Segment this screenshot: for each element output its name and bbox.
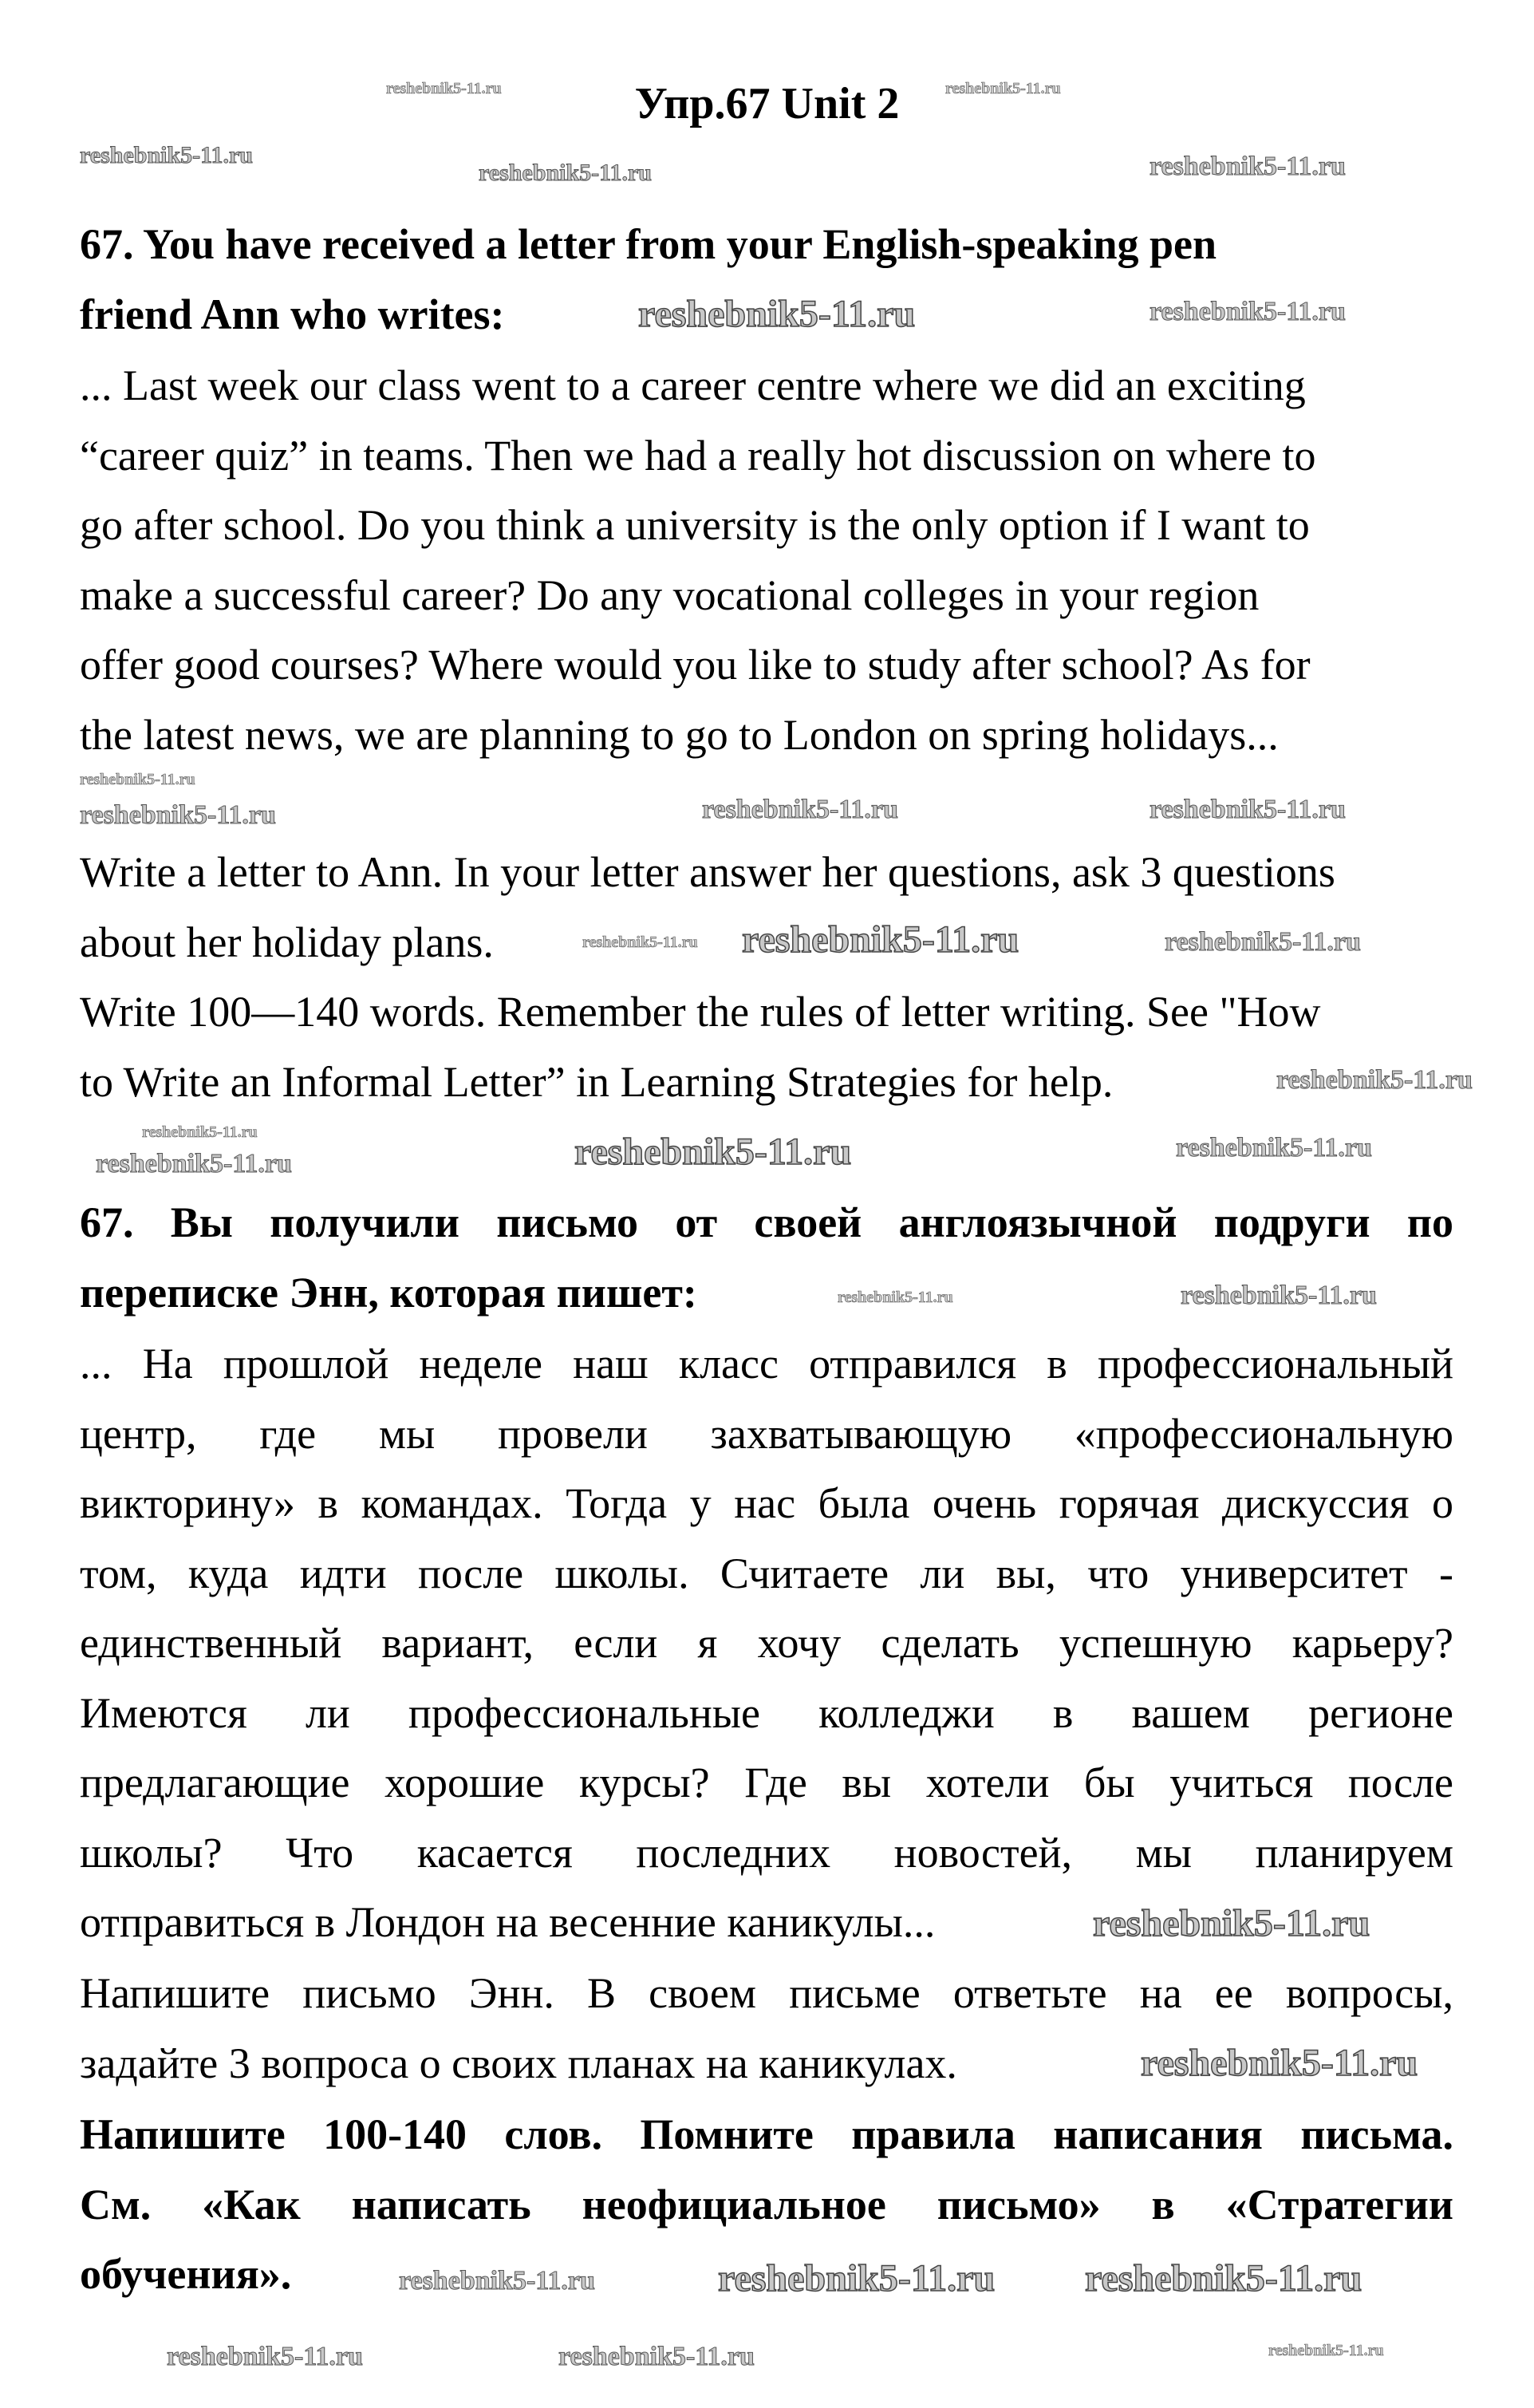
task-line: Напишите письмо Энн. В своем письме ответьте на ее вопросы, — [80, 1969, 1453, 2017]
english-task — [80, 838, 1453, 1117]
watermark: reshebnik5-11.ru — [1150, 795, 1346, 824]
watermark: reshebnik5-11.ru — [1165, 927, 1361, 957]
watermark: reshebnik5-11.ru — [718, 2257, 996, 2299]
english-letter — [80, 351, 1453, 770]
letter-line: offer good courses? Where would you like to study after school? As for — [80, 641, 1311, 689]
task-line: См. «Как написать неофициальное письмо» в «Стратегии — [80, 2180, 1453, 2228]
watermark: reshebnik5-11.ru — [1150, 152, 1346, 181]
task-line: Write 100—140 words. Remember the rules of letter writing. See "How — [80, 988, 1321, 1036]
watermark: reshebnik5-11.ru — [838, 1289, 953, 1306]
watermark: reshebnik5-11.ru — [1268, 2342, 1384, 2359]
heading-line: friend Ann who writes: — [80, 290, 505, 338]
letter-line: the latest news, we are planning to go to London on spring holidays... — [80, 710, 1279, 759]
watermark: reshebnik5-11.ru — [558, 2342, 755, 2371]
task-line: Write a letter to Ann. In your letter answer her questions, ask 3 questions — [80, 848, 1335, 896]
watermark: reshebnik5-11.ru — [1141, 2042, 1418, 2084]
watermark: reshebnik5-11.ru — [80, 800, 276, 830]
watermark: reshebnik5-11.ru — [638, 293, 916, 335]
letter-line: викторину» в командах. Тогда у нас была очень горячая дискуссия о — [80, 1479, 1453, 1527]
watermark: reshebnik5-11.ru — [167, 2342, 363, 2371]
task-line: Напишите 100-140 слов. Помните правила написания письма. — [80, 2110, 1453, 2158]
task-line: задайте 3 вопроса о своих планах на каникулах. — [80, 2039, 957, 2087]
heading-line: 67. Вы получили письмо от своей англоязычной подруги по — [80, 1198, 1453, 1246]
letter-line: go after school. Do you think a university is the only option if I want to — [80, 501, 1310, 549]
heading-line: переписке Энн, которая пишет: — [80, 1268, 697, 1317]
letter-line: Имеются ли профессиональные колледжи в вашем регионе — [80, 1688, 1453, 1737]
watermark: reshebnik5-11.ru — [1150, 297, 1346, 326]
letter-line: отправиться в Лондон на весенние каникулы... — [80, 1898, 936, 1946]
watermark: reshebnik5-11.ru — [702, 795, 898, 824]
task-line: about her holiday plans. — [80, 918, 494, 966]
watermark: reshebnik5-11.ru — [142, 1123, 258, 1141]
watermark: reshebnik5-11.ru — [80, 771, 195, 788]
watermark: reshebnik5-11.ru — [399, 2266, 595, 2295]
watermark: reshebnik5-11.ru — [479, 160, 652, 186]
page-title: Упр.67 Unit 2 — [634, 79, 900, 128]
watermark: reshebnik5-11.ru — [1093, 1902, 1370, 1944]
watermark: reshebnik5-11.ru — [96, 1149, 292, 1178]
letter-line: центр, где мы провели захватывающую «профессиональную — [80, 1409, 1453, 1458]
watermark: reshebnik5-11.ru — [945, 80, 1061, 97]
letter-line: ... На прошлой неделе наш класс отправился в профессиональный — [80, 1340, 1453, 1388]
letter-line: ... Last week our class went to a career centre where we did an exciting — [80, 361, 1306, 409]
task-line: to Write an Informal Letter” in Learning Strategies for help. — [80, 1057, 1114, 1106]
letter-line: единственный вариант, если я хочу сделать успешную карьеру? — [80, 1619, 1453, 1667]
watermark: reshebnik5-11.ru — [582, 934, 698, 951]
heading-line: 67. You have received a letter from your English-speaking pen — [80, 220, 1217, 268]
letter-line: школы? Что касается последних новостей, мы планируем — [80, 1828, 1453, 1877]
watermark: reshebnik5-11.ru — [742, 918, 1019, 961]
watermark: reshebnik5-11.ru — [574, 1131, 852, 1173]
letter-line: предлагающие хорошие курсы? Где вы хотели бы учиться после — [80, 1759, 1453, 1806]
watermark: reshebnik5-11.ru — [1085, 2257, 1362, 2299]
watermark: reshebnik5-11.ru — [80, 142, 253, 168]
letter-line: том, куда идти после школы. Считаете ли вы, что университет - — [80, 1549, 1453, 1597]
letter-line: “career quiz” in teams. Then we had a really hot discussion on where to — [80, 431, 1316, 480]
watermark: reshebnik5-11.ru — [1276, 1065, 1473, 1095]
watermark: reshebnik5-11.ru — [1181, 1281, 1377, 1310]
letter-line: make a successful career? Do any vocational colleges in your region — [80, 570, 1260, 619]
watermark: reshebnik5-11.ru — [386, 80, 502, 97]
task-line: обучения». — [80, 2250, 292, 2298]
russian-letter — [80, 1329, 1453, 1958]
watermark: reshebnik5-11.ru — [1176, 1133, 1372, 1163]
